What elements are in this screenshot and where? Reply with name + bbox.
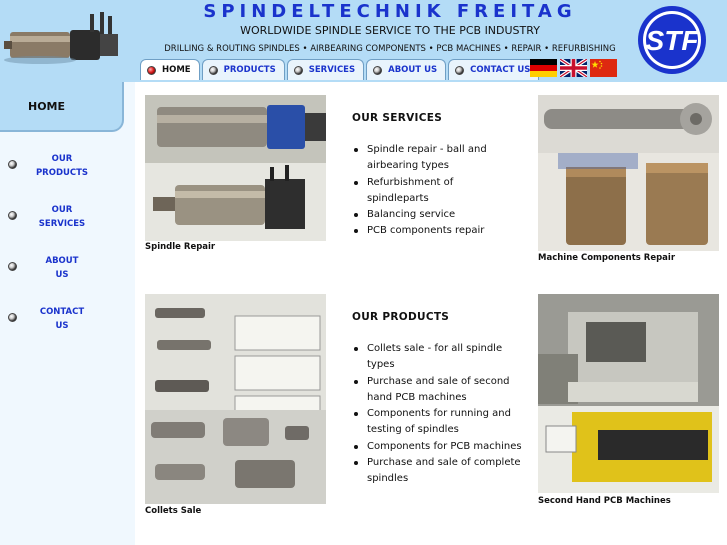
list-item: Refurbishment of spindleparts — [352, 175, 492, 208]
sidebar-item-products[interactable]: OUR PRODUCTS — [0, 152, 135, 186]
tab-products[interactable]: PRODUCTS — [202, 59, 285, 80]
bullet-icon — [294, 66, 303, 75]
tab-about-us[interactable]: ABOUT US — [366, 59, 446, 80]
language-flags — [530, 59, 617, 77]
sidebar-item-about[interactable]: ABOUT US — [0, 254, 135, 288]
tab-contact-us[interactable]: CONTACT US — [448, 59, 539, 80]
sidebar-item-services[interactable]: OUR SERVICES — [0, 203, 135, 237]
list-item: Purchase and sale of complete spindles — [352, 455, 524, 488]
german-flag-icon[interactable] — [530, 59, 557, 77]
tab-home[interactable]: HOME — [140, 59, 200, 80]
list-item: Spindle repair - ball and airbearing types — [352, 142, 492, 175]
list-item: Components for running and testing of spindles — [352, 406, 524, 439]
list-item: Components for PCB machines — [352, 439, 524, 455]
sidebar-home[interactable] — [0, 82, 124, 132]
pcb-machines-caption: Second Hand PCB Machines — [538, 496, 671, 506]
list-item: Collets sale - for all spindle types — [352, 341, 524, 374]
site-subtitle: WORLDWIDE SPINDLE SERVICE TO THE PCB INDUSTRY — [240, 24, 540, 37]
list-item: PCB components repair — [352, 223, 492, 239]
list-item: Balancing service — [352, 207, 492, 223]
tab-services[interactable]: SERVICES — [287, 59, 364, 80]
bullet-icon — [455, 66, 464, 75]
collets-sale-image — [145, 294, 326, 504]
china-flag-icon[interactable] — [590, 59, 617, 77]
products-title: OUR PRODUCTS — [352, 311, 450, 323]
red-bullet-icon — [147, 66, 156, 75]
uk-flag-icon[interactable] — [560, 59, 587, 77]
logo-text: STF — [645, 25, 699, 56]
company-logo[interactable] — [636, 4, 708, 76]
collets-sale-caption: Collets Sale — [145, 506, 202, 516]
bullet-icon — [209, 66, 218, 75]
list-item: Purchase and sale of second hand PCB machines — [352, 374, 524, 407]
bullet-icon — [8, 160, 17, 169]
spindle-repair-caption: Spindle Repair — [145, 242, 216, 252]
spindle-header-image — [4, 10, 126, 68]
services-list — [352, 142, 492, 240]
main-content — [135, 82, 727, 545]
sidebar-home-label: HOME — [28, 100, 66, 113]
machine-components-image — [538, 95, 719, 251]
products-list — [352, 341, 524, 488]
spindle-repair-image — [145, 95, 326, 241]
pcb-machines-image — [538, 294, 719, 493]
bullet-icon — [8, 313, 17, 322]
machine-components-caption: Machine Components Repair — [538, 253, 676, 263]
bullet-icon — [373, 66, 382, 75]
services-title: OUR SERVICES — [352, 112, 443, 124]
sidebar — [0, 82, 135, 545]
sidebar-item-contact[interactable]: CONTACT US — [0, 305, 135, 339]
bullet-icon — [8, 262, 17, 271]
site-header — [0, 0, 727, 82]
site-tagline: DRILLING & ROUTING SPINDLES • AIRBEARING COMPONENTS • PCB MACHINES • REPAIR • REFURBISHING — [164, 44, 616, 54]
bullet-icon — [8, 211, 17, 220]
top-nav — [140, 59, 541, 81]
site-title: SPINDELTECHNIK FREITAG — [203, 1, 577, 22]
